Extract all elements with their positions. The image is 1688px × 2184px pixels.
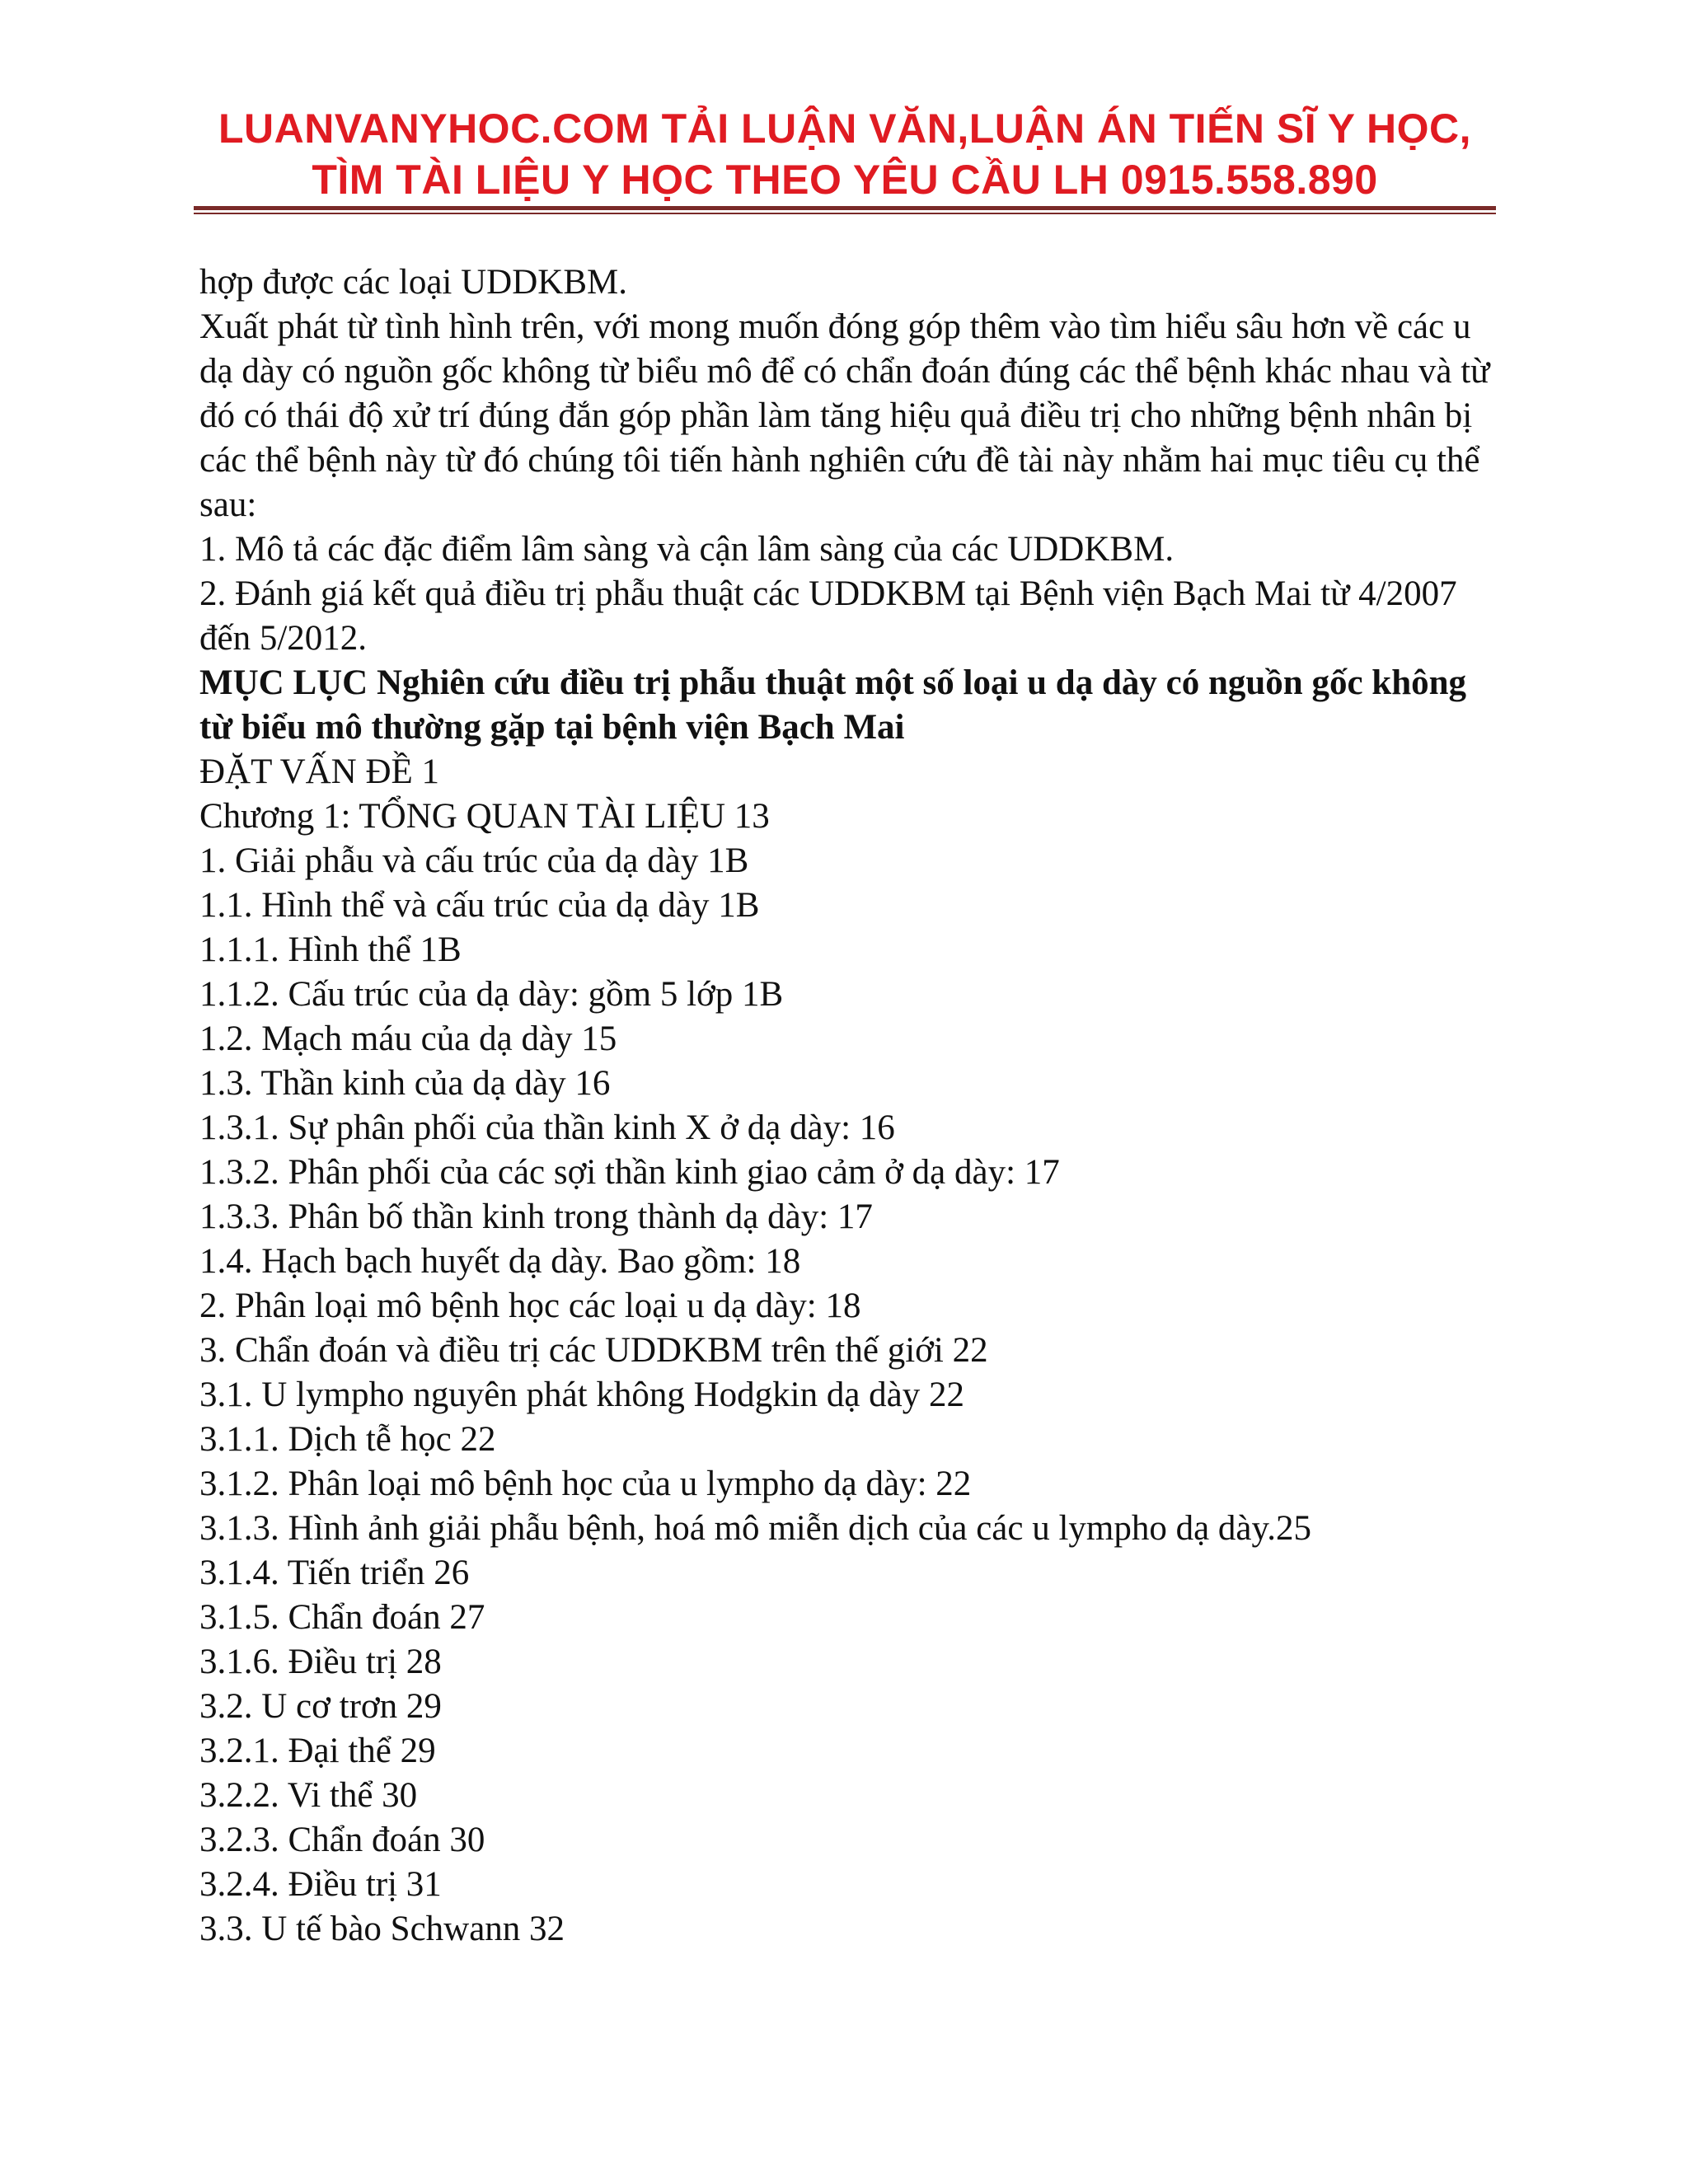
toc-item: 3.3. U tế bào Schwann 32: [199, 1910, 565, 1948]
toc-item: 2. Phân loại mô bệnh học các loại u dạ dày: 18: [199, 1286, 861, 1325]
toc-item: 3.1.5. Chẩn đoán 27: [199, 1598, 485, 1637]
toc-item: ĐẶT VẤN ĐỀ 1: [199, 752, 440, 791]
toc-item: 3.1. U lympho nguyên phát không Hodgkin dạ dày 22: [199, 1376, 964, 1414]
toc-item: 3.1.4. Tiến triển 26: [199, 1554, 470, 1592]
header-line-1: LUANVANYHOC.COM TẢI LUẬN VĂN,LUẬN ÁN TIẾN SĨ Y HỌC,: [218, 105, 1471, 152]
page-header: [194, 103, 1496, 205]
intro-paragraph: Xuất phát từ tình hình trên, với mong muốn đóng góp thêm vào tìm hiểu sâu hơn về các u dạ dày có nguồn gốc không từ biểu mô để có chẩn đoán đúng các thể bệnh khác nhau và từ đó có thái độ xử trí đúng đắn góp phần làm tăng hiệu quả điều trị cho những bệnh nhân bị các thể bệnh này từ đó chúng tôi tiến hành nghiên cứu đề tài này nhằm hai mục tiêu cụ thể sau:: [199, 307, 1490, 524]
toc-item: 1.1. Hình thể và cấu trúc của dạ dày 1B: [199, 886, 760, 925]
toc-item: 3.2.2. Vi thể 30: [199, 1776, 418, 1815]
toc-item: 1.4. Hạch bạch huyết dạ dày. Bao gồm: 18: [199, 1242, 801, 1281]
toc-item: 3.1.3. Hình ảnh giải phẫu bệnh, hoá mô miễn dịch của các u lympho dạ dày.25: [199, 1509, 1311, 1548]
toc-item: 1.3.3. Phân bố thần kinh trong thành dạ dày: 17: [199, 1197, 873, 1236]
toc-item: 3.1.6. Điều trị 28: [199, 1643, 442, 1681]
toc-item: 3.1.2. Phân loại mô bệnh học của u lympho dạ dày: 22: [199, 1465, 972, 1503]
toc-item: 3.2. U cơ trơn 29: [199, 1687, 442, 1726]
header-line-2: TÌM TÀI LIỆU Y HỌC THEO YÊU CẦU LH 0915.558.890: [312, 157, 1378, 203]
toc-item: 1.1.1. Hình thể 1B: [199, 930, 462, 969]
toc-heading: MỤC LỤC Nghiên cứu điều trị phẫu thuật một số loại u dạ dày có nguồn gốc không từ biểu mô thường gặp tại bệnh viện Bạch Mai: [199, 663, 1467, 747]
toc-item: 3.2.1. Đại thể 29: [199, 1732, 436, 1770]
toc-item: 3.1.1. Dịch tễ học 22: [199, 1420, 496, 1459]
document-body: [199, 260, 1502, 1952]
toc-item: 3.2.3. Chẩn đoán 30: [199, 1821, 485, 1859]
toc-item: 1.3. Thần kinh của dạ dày 16: [199, 1064, 611, 1103]
objective-1: 1. Mô tả các đặc điểm lâm sàng và cận lâm sàng của các UDDKBM.: [199, 530, 1175, 569]
toc-item: 1. Giải phẫu và cấu trúc của dạ dày 1B: [199, 841, 749, 880]
toc-item: Chương 1: TỔNG QUAN TÀI LIỆU 13: [199, 797, 770, 836]
toc-item: 1.2. Mạch máu của dạ dày 15: [199, 1019, 617, 1058]
intro-continuation: hợp được các loại UDDKBM.: [199, 263, 627, 302]
objective-2: 2. Đánh giá kết quả điều trị phẫu thuật các UDDKBM tại Bệnh viện Bạch Mai từ 4/2007 đến 5/2012.: [199, 574, 1457, 658]
toc-item: 3. Chẩn đoán và điều trị các UDDKBM trên thế giới 22: [199, 1331, 988, 1370]
toc-item: 1.1.2. Cấu trúc của dạ dày: gồm 5 lớp 1B: [199, 975, 784, 1014]
toc-item: 1.3.2. Phân phối của các sợi thần kinh giao cảm ở dạ dày: 17: [199, 1153, 1060, 1192]
header-rule-thin: [194, 213, 1496, 214]
header-rule-thick: [194, 206, 1496, 210]
toc-item: 3.2.4. Điều trị 31: [199, 1865, 442, 1904]
toc-item: 1.3.1. Sự phân phối của thần kinh X ở dạ dày: 16: [199, 1108, 895, 1147]
